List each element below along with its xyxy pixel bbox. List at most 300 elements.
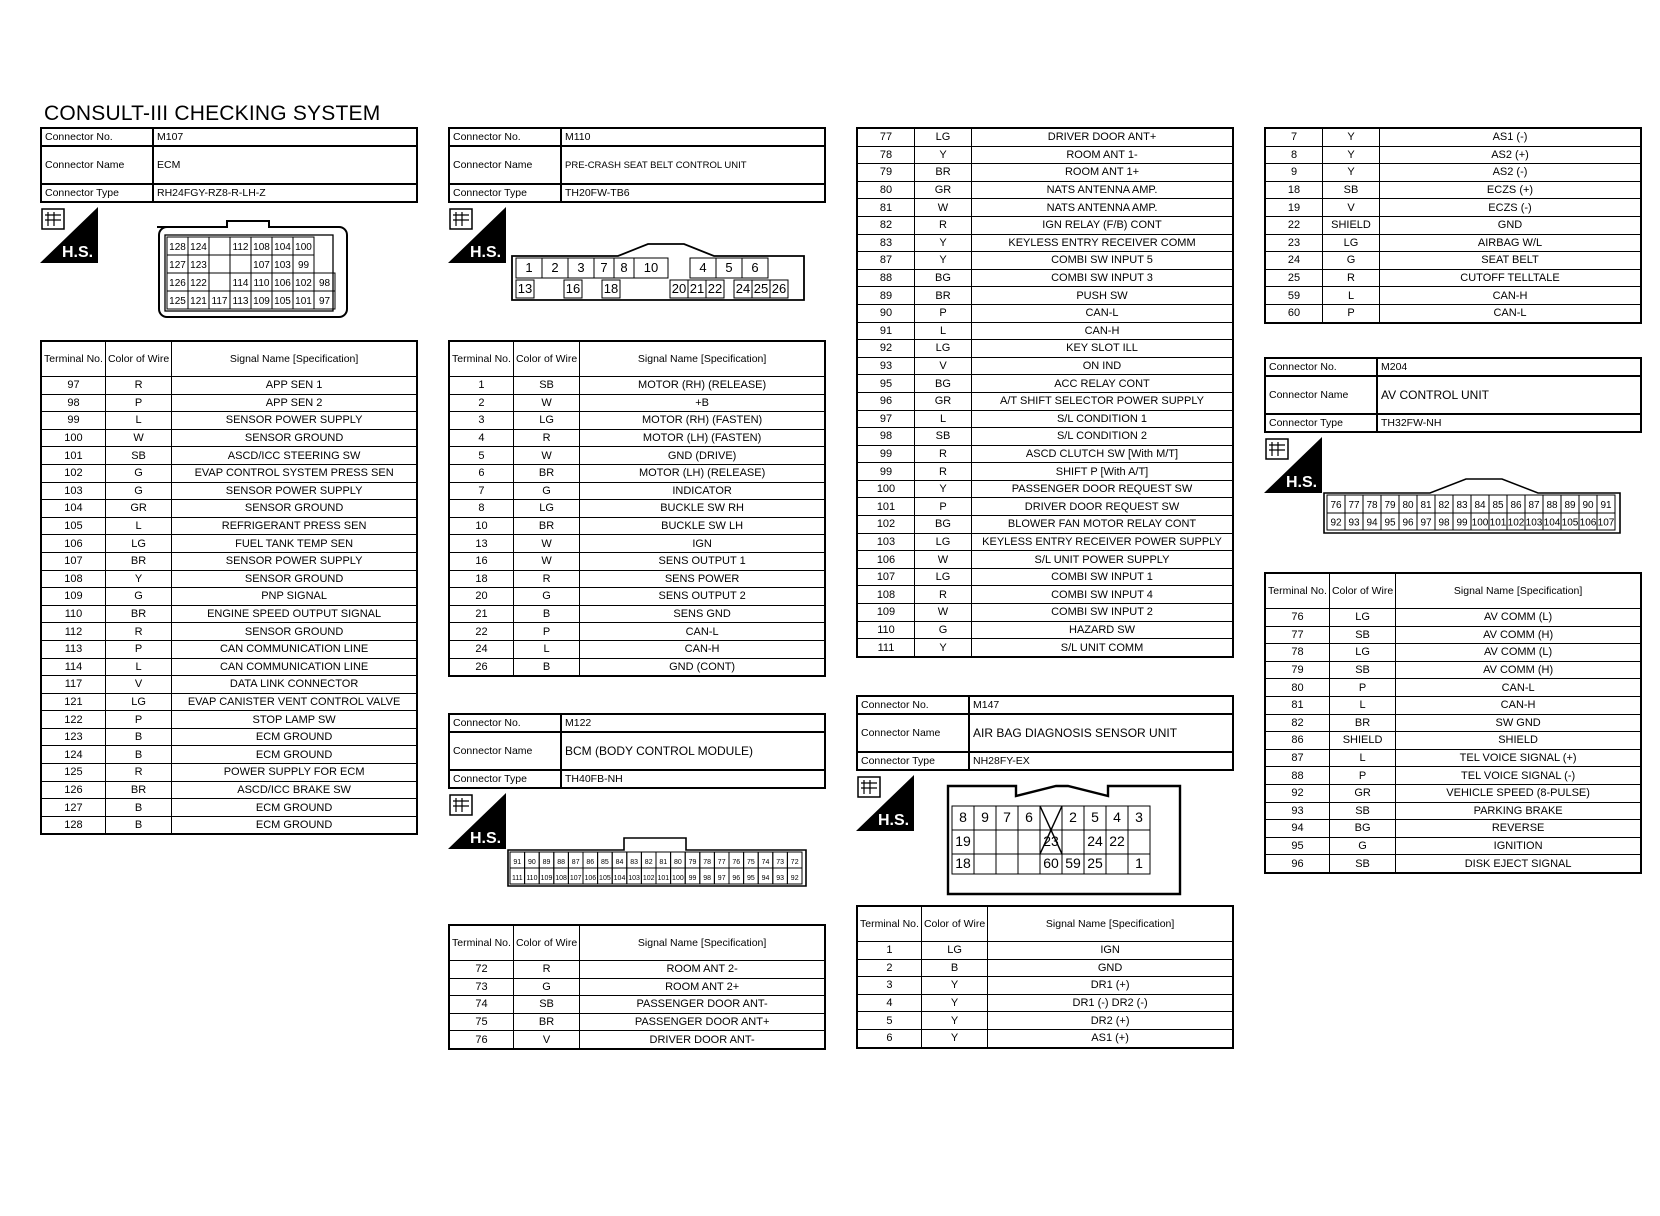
pin-number: 101: [295, 296, 312, 307]
terminal-no-cell: 93: [1265, 802, 1329, 820]
terminal-no-cell: 112: [41, 623, 105, 641]
terminal-no-cell: 121: [41, 693, 105, 711]
wire-color-cell: B: [513, 658, 579, 676]
pin-number: 22: [1109, 833, 1125, 849]
table-row: [1265, 855, 1641, 873]
terminal-no-cell: 24: [449, 640, 513, 658]
signal-name-cell: DRIVER DOOR ANT-: [580, 1031, 825, 1049]
signal-name-cell: SENSOR GROUND: [172, 570, 417, 588]
pin-number: 1: [1135, 855, 1143, 871]
pin-cell: [974, 830, 996, 854]
signal-name-cell: CAN-H: [580, 640, 825, 658]
table-row: [857, 287, 1233, 305]
pin-number: 8: [959, 809, 967, 825]
signal-name-cell: DR1 (+): [988, 977, 1233, 995]
table-row: [41, 764, 417, 782]
pin-number: 117: [211, 296, 228, 307]
m110-section: [448, 127, 826, 203]
table-row: [41, 447, 417, 465]
table-row: [1265, 767, 1641, 785]
wire-color-cell: R: [105, 764, 171, 782]
wire-color-cell: LG: [915, 533, 972, 551]
table-row: [857, 977, 1233, 995]
m110-info-table: [448, 127, 826, 203]
table-row: [857, 639, 1233, 657]
signal-name-cell: ACC RELAY CONT: [972, 375, 1234, 393]
signal-name-cell: CAN-L: [580, 623, 825, 641]
signal-name-cell: ECM GROUND: [172, 728, 417, 746]
signal-name-header: Signal Name [Specification]: [1396, 573, 1641, 609]
wire-color-cell: Y: [915, 234, 972, 252]
connector-no-label: Connector No.: [857, 696, 969, 714]
wire-color-cell: Y: [921, 1029, 987, 1047]
table-row: [449, 658, 825, 676]
m147-hs-icon: [856, 775, 914, 836]
signal-name-cell: ASCD/ICC STEERING SW: [172, 447, 417, 465]
terminal-no-cell: 103: [41, 482, 105, 500]
terminal-no-cell: 3: [449, 412, 513, 430]
table-row: [857, 199, 1233, 217]
signal-name-cell: COMBI SW INPUT 3: [972, 269, 1234, 287]
hs-label: H.S.: [62, 244, 94, 261]
table-row: [1265, 199, 1641, 217]
wire-color-cell: R: [1323, 269, 1380, 287]
signal-name-cell: KEYLESS ENTRY RECEIVER POWER SUPPLY: [972, 533, 1234, 551]
pin-number: 84: [615, 859, 624, 866]
terminal-no-cell: 99: [41, 412, 105, 430]
terminal-no-cell: 2: [449, 394, 513, 412]
pin-number: 7: [1003, 809, 1011, 825]
table-row: [41, 377, 417, 395]
table-row: [449, 978, 825, 996]
pin-number: 88: [557, 859, 565, 866]
pin-number: 4: [1113, 809, 1121, 825]
terminal-no-cell: 114: [41, 658, 105, 676]
terminal-no-cell: 97: [857, 410, 915, 428]
page-title: CONSULT-III CHECKING SYSTEM: [44, 102, 381, 125]
terminal-no-cell: 90: [857, 304, 915, 322]
terminal-no-cell: 103: [857, 533, 915, 551]
wire-color-cell: W: [915, 551, 972, 569]
pin-number: 101: [1489, 517, 1507, 529]
terminal-no-cell: 73: [449, 978, 513, 996]
wire-color-cell: G: [105, 482, 171, 500]
pin-number: 83: [1456, 500, 1468, 511]
terminal-no-cell: 111: [857, 639, 915, 657]
wire-color-cell: Y: [915, 146, 972, 164]
wire-color-cell: P: [105, 711, 171, 729]
m110-pin-table: [448, 340, 826, 677]
wire-color-cell: R: [915, 216, 972, 234]
pin-number: 5: [1091, 809, 1099, 825]
table-row: [41, 482, 417, 500]
wire-color-cell: G: [105, 588, 171, 606]
table-row: [41, 552, 417, 570]
wire-color-cell: Y: [1323, 164, 1380, 182]
pin-number: 80: [674, 859, 682, 866]
wire-color-cell: B: [513, 605, 579, 623]
table-row: [449, 377, 825, 395]
terminal-no-cell: 102: [41, 464, 105, 482]
pin-number: 103: [1525, 517, 1543, 529]
terminal-no-cell: 101: [41, 447, 105, 465]
pin-number: 114: [232, 278, 249, 289]
wire-color-cell: R: [513, 429, 579, 447]
terminal-no-cell: 100: [41, 429, 105, 447]
pin-number: 19: [955, 833, 971, 849]
terminal-no-cell: 79: [857, 164, 915, 182]
wire-color-cell: G: [513, 978, 579, 996]
table-row: [857, 463, 1233, 481]
wire-color-cell: G: [513, 588, 579, 606]
signal-name-cell: AV COMM (L): [1396, 609, 1641, 627]
table-row: [449, 1013, 825, 1031]
table-row: [857, 621, 1233, 639]
signal-name-cell: IGN RELAY (F/B) CONT: [972, 216, 1234, 234]
pin-number: 60: [1043, 855, 1059, 871]
signal-name-cell: +B: [580, 394, 825, 412]
pin-number: 103: [274, 260, 291, 271]
signal-name-cell: AIRBAG W/L: [1380, 234, 1642, 252]
signal-name-cell: DISK EJECT SIGNAL: [1396, 855, 1641, 873]
wire-color-cell: R: [105, 623, 171, 641]
terminal-no-cell: 107: [857, 568, 915, 586]
signal-name-cell: CUTOFF TELLTALE: [1380, 269, 1642, 287]
pin-number: 4: [699, 260, 707, 275]
signal-name-cell: SENSOR POWER SUPPLY: [172, 412, 417, 430]
pin-number: 108: [555, 875, 567, 882]
table-row: [857, 586, 1233, 604]
m107-connector-type: RH24FGY-RZ8-R-LH-Z: [153, 184, 417, 202]
connector-no-label: Connector No.: [449, 128, 561, 146]
m107-pin-table: [40, 340, 418, 835]
signal-name-cell: ASCD CLUTCH SW [With M/T]: [972, 445, 1234, 463]
pin-number: 77: [1348, 500, 1360, 511]
pin-number: 86: [586, 859, 595, 866]
pin-number: 8: [620, 260, 628, 275]
terminal-no-cell: 19: [1265, 199, 1323, 217]
wire-color-cell: W: [513, 535, 579, 553]
table-row: [449, 429, 825, 447]
wire-color-cell: LG: [105, 693, 171, 711]
terminal-no-cell: 8: [449, 500, 513, 518]
pin-number: 105: [274, 296, 291, 307]
signal-name-cell: TEL VOICE SIGNAL (-): [1396, 767, 1641, 785]
table-row: [857, 551, 1233, 569]
table-row: [1265, 269, 1641, 287]
wire-color-cell: LG: [915, 568, 972, 586]
signal-name-cell: GND: [1380, 216, 1642, 234]
terminal-no-cell: 81: [857, 199, 915, 217]
m122-pin-table-wrap: [448, 924, 826, 1050]
table-row: [857, 164, 1233, 182]
pin-number: 9: [981, 809, 989, 825]
terminal-no-cell: 104: [41, 500, 105, 518]
pin-number: 79: [688, 859, 697, 866]
wire-color-cell: P: [105, 394, 171, 412]
connector-name-label: Connector Name: [449, 146, 561, 184]
table-row: [449, 394, 825, 412]
table-row: [857, 445, 1233, 463]
pin-cell: [1018, 830, 1040, 854]
m147-pin-table-wrap: [856, 905, 1234, 1049]
signal-name-cell: SEAT BELT: [1380, 252, 1642, 270]
terminal-no-cell: 80: [857, 181, 915, 199]
pin-number: 75: [747, 859, 755, 866]
wire-color-cell: Y: [1323, 146, 1380, 164]
pin-cell: [974, 854, 996, 874]
table-row: [1265, 749, 1641, 767]
table-row: [1265, 234, 1641, 252]
connector-no-label: Connector No.: [41, 128, 153, 146]
m122-cont-pin-table: [856, 127, 1234, 658]
pin-number: 85: [1492, 500, 1504, 511]
pin-number: 100: [295, 242, 312, 253]
table-row: [857, 604, 1233, 622]
terminal-no-cell: 95: [857, 375, 915, 393]
terminal-no-cell: 95: [1265, 837, 1329, 855]
table-row: [857, 252, 1233, 270]
terminal-no-cell: 126: [41, 781, 105, 799]
wire-color-cell: BR: [513, 517, 579, 535]
table-row: [449, 996, 825, 1014]
signal-name-cell: A/T SHIFT SELECTOR POWER SUPPLY: [972, 392, 1234, 410]
pin-cell: [209, 255, 230, 273]
table-row: [857, 340, 1233, 358]
signal-name-cell: HAZARD SW: [972, 621, 1234, 639]
wire-color-cell: BR: [513, 1013, 579, 1031]
terminal-no-cell: 107: [41, 552, 105, 570]
m147-connector-type: NH28FY-EX: [969, 752, 1233, 770]
hs-label: H.S.: [470, 244, 502, 261]
terminal-no-cell: 6: [449, 464, 513, 482]
pin-number: 105: [599, 875, 611, 882]
table-row: [857, 480, 1233, 498]
signal-name-cell: DATA LINK CONNECTOR: [172, 676, 417, 694]
wire-color-cell: P: [105, 640, 171, 658]
terminal-no-cell: 108: [41, 570, 105, 588]
terminal-no-cell: 60: [1265, 304, 1323, 322]
pin-number: 90: [1582, 500, 1594, 511]
table-row: [1265, 714, 1641, 732]
table-row: [41, 728, 417, 746]
pin-number: 124: [190, 242, 207, 253]
wire-color-cell: W: [915, 604, 972, 622]
wire-color-cell: R: [915, 586, 972, 604]
terminal-no-cell: 83: [857, 234, 915, 252]
terminal-no-header: Terminal No.: [449, 925, 513, 961]
m122-pin-table: [448, 924, 826, 1050]
color-of-wire-header: Color of Wire: [921, 906, 987, 942]
wire-color-cell: BR: [1329, 714, 1395, 732]
signal-name-cell: APP SEN 2: [172, 394, 417, 412]
terminal-no-cell: 92: [857, 340, 915, 358]
wire-color-cell: SB: [513, 996, 579, 1014]
table-row: [41, 676, 417, 694]
signal-name-cell: SENSOR POWER SUPPLY: [172, 482, 417, 500]
pin-number: 24: [1087, 833, 1103, 849]
terminal-no-cell: 100: [857, 480, 915, 498]
wire-color-cell: P: [915, 304, 972, 322]
terminal-no-cell: 109: [41, 588, 105, 606]
pin-number: 7: [600, 260, 608, 275]
wire-color-cell: L: [105, 658, 171, 676]
m204-info-table: [1264, 357, 1642, 433]
m204-connector-no: M204: [1377, 358, 1641, 376]
wire-color-cell: LG: [1329, 644, 1395, 662]
terminal-no-cell: 110: [41, 605, 105, 623]
pin-number: 91: [1600, 500, 1612, 511]
wire-color-cell: BG: [915, 375, 972, 393]
wire-color-cell: BR: [105, 552, 171, 570]
signal-name-cell: ROOM ANT 2-: [580, 961, 825, 979]
pin-number: 125: [169, 296, 186, 307]
signal-name-cell: COMBI SW INPUT 4: [972, 586, 1234, 604]
table-row: [449, 588, 825, 606]
m147-cont-table-wrap: [1264, 127, 1642, 324]
table-row: [449, 482, 825, 500]
m147-pin-table: [856, 905, 1234, 1049]
pin-number: 20: [671, 281, 687, 296]
connector-type-label: Connector Type: [857, 752, 969, 770]
table-row: [449, 623, 825, 641]
m107-pin-table-wrap: [40, 340, 418, 835]
connector-name-label: Connector Name: [449, 732, 561, 770]
wire-color-cell: BR: [105, 605, 171, 623]
table-row: [449, 640, 825, 658]
pin-number: 18: [603, 281, 619, 296]
pin-number: 111: [511, 875, 523, 882]
terminal-no-cell: 106: [857, 551, 915, 569]
table-row: [41, 429, 417, 447]
signal-name-cell: AS1 (-): [1380, 128, 1642, 146]
pin-number: 122: [190, 278, 207, 289]
terminal-no-cell: 23: [1265, 234, 1323, 252]
pin-number: 88: [1546, 500, 1558, 511]
signal-name-cell: REFRIGERANT PRESS SEN: [172, 517, 417, 535]
pin-number: 25: [1087, 855, 1103, 871]
terminal-no-cell: 124: [41, 746, 105, 764]
pin-number: 98: [318, 278, 331, 289]
pin-number: 103: [628, 875, 640, 882]
pin-number: 87: [1528, 500, 1540, 511]
table-row: [1265, 820, 1641, 838]
table-row: [857, 516, 1233, 534]
m204-connector-name: AV CONTROL UNIT: [1377, 376, 1641, 414]
signal-name-cell: ASCD/ICC BRAKE SW: [172, 781, 417, 799]
signal-name-cell: IGN: [580, 535, 825, 553]
terminal-no-cell: 94: [1265, 820, 1329, 838]
signal-name-cell: PASSENGER DOOR ANT-: [580, 996, 825, 1014]
signal-name-cell: APP SEN 1: [172, 377, 417, 395]
wire-color-cell: Y: [921, 977, 987, 995]
pin-number: 78: [703, 859, 711, 866]
table-row: [857, 498, 1233, 516]
wire-color-cell: W: [105, 429, 171, 447]
m204-pin-table-wrap: [1264, 572, 1642, 874]
wire-color-cell: P: [1329, 679, 1395, 697]
signal-name-cell: PARKING BRAKE: [1396, 802, 1641, 820]
pin-number: 78: [1366, 500, 1378, 511]
pin-number: 76: [732, 859, 741, 866]
m122-section: [448, 713, 826, 789]
pin-number: 89: [542, 859, 551, 866]
terminal-no-cell: 128: [41, 816, 105, 834]
signal-name-cell: ON IND: [972, 357, 1234, 375]
connector-name-label: Connector Name: [857, 714, 969, 752]
table-row: [1265, 181, 1641, 199]
signal-name-cell: S/L UNIT POWER SUPPLY: [972, 551, 1234, 569]
table-row: [41, 535, 417, 553]
color-of-wire-header: Color of Wire: [105, 341, 171, 377]
terminal-no-cell: 78: [857, 146, 915, 164]
signal-name-cell: GND (DRIVE): [580, 447, 825, 465]
terminal-no-cell: 13: [449, 535, 513, 553]
terminal-no-cell: 89: [857, 287, 915, 305]
wire-color-cell: LG: [915, 128, 972, 146]
terminal-no-cell: 75: [449, 1013, 513, 1031]
pin-number: 97: [717, 875, 726, 882]
table-row: [41, 693, 417, 711]
wire-color-cell: V: [105, 676, 171, 694]
pin-number: 3: [577, 260, 585, 275]
table-row: [857, 428, 1233, 446]
pin-number: 96: [732, 875, 741, 882]
signal-name-cell: SW GND: [1396, 714, 1641, 732]
wire-color-cell: R: [513, 961, 579, 979]
pin-number: 128: [169, 242, 186, 253]
signal-name-cell: CAN-L: [972, 304, 1234, 322]
table-row: [1265, 128, 1641, 146]
wire-color-cell: LG: [513, 412, 579, 430]
signal-name-cell: COMBI SW INPUT 1: [972, 568, 1234, 586]
table-row: [1265, 679, 1641, 697]
table-row: [41, 711, 417, 729]
wire-color-cell: B: [105, 816, 171, 834]
terminal-no-cell: 2: [857, 959, 921, 977]
table-row: [41, 517, 417, 535]
signal-name-cell: PASSENGER DOOR REQUEST SW: [972, 480, 1234, 498]
signal-name-header: Signal Name [Specification]: [580, 925, 825, 961]
pin-number: 74: [761, 859, 770, 866]
signal-name-cell: AS1 (+): [988, 1029, 1233, 1047]
wire-color-cell: W: [513, 552, 579, 570]
table-row: [41, 412, 417, 430]
connector-type-label: Connector Type: [41, 184, 153, 202]
pin-number: 72: [790, 859, 799, 866]
terminal-no-cell: 7: [1265, 128, 1323, 146]
signal-name-cell: REVERSE: [1396, 820, 1641, 838]
connector-no-label: Connector No.: [1265, 358, 1377, 376]
pin-number: 107: [569, 875, 582, 882]
pin-number: 91: [513, 859, 522, 866]
wire-color-cell: W: [513, 394, 579, 412]
signal-name-cell: DRIVER DOOR ANT+: [972, 128, 1234, 146]
terminal-no-cell: 82: [857, 216, 915, 234]
signal-name-cell: ECM GROUND: [172, 816, 417, 834]
pin-number: 1: [525, 260, 533, 275]
wire-color-cell: L: [105, 412, 171, 430]
terminal-no-cell: 4: [449, 429, 513, 447]
signal-name-cell: STOP LAMP SW: [172, 711, 417, 729]
table-row: [1265, 216, 1641, 234]
table-row: [1265, 784, 1641, 802]
terminal-no-cell: 79: [1265, 661, 1329, 679]
pin-number: 16: [565, 281, 581, 296]
signal-name-cell: CAN-L: [1380, 304, 1642, 322]
signal-name-cell: ROOM ANT 1-: [972, 146, 1234, 164]
m204-section: [1264, 357, 1642, 433]
